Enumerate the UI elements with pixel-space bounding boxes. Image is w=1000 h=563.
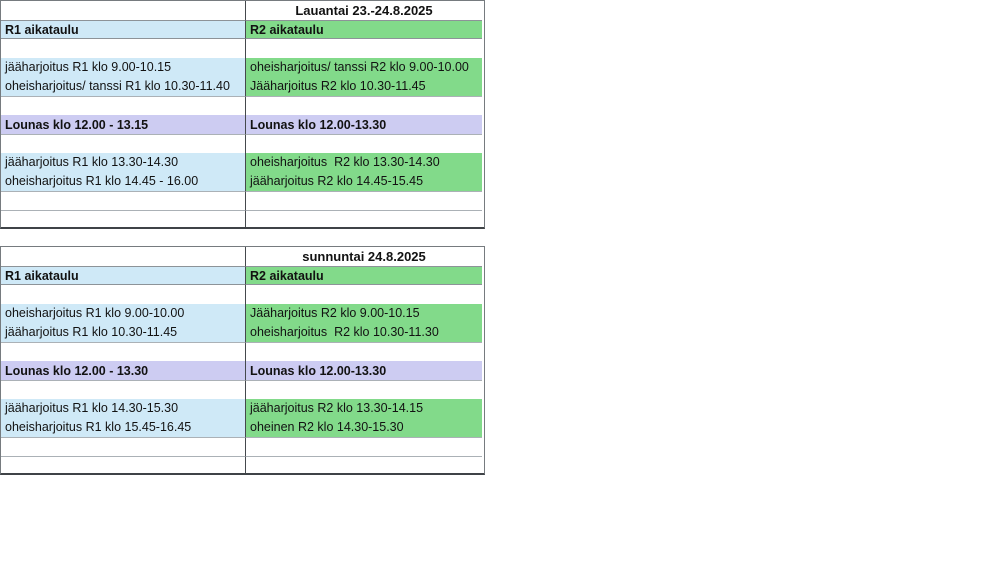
schedule-line: jääharjoitus R1 klo 10.30-11.45 [5,325,178,339]
schedule-line: oheisharjoitus R1 klo 9.00-10.00 [5,306,185,320]
sunday-r1-morning-cell [1,304,246,342]
sunday-r2-morning-cell [246,304,482,342]
spacer-cell [246,191,482,210]
spacer-cell [246,342,482,361]
saturday-r1-afternoon-cell [1,153,246,191]
schedule-line: oheisharjoitus R1 klo 15.45-16.45 [5,420,192,434]
spacer-cell [246,39,482,58]
sunday-table [0,246,485,475]
saturday-r1-header-cell: R1 aikataulu [1,20,246,39]
spacer-cell [1,191,246,210]
spacer-cell [246,210,482,227]
spacer-cell [1,96,246,115]
schedule-line: jääharjoitus R2 klo 13.30-14.15 [250,401,424,415]
spacer-cell [1,380,246,399]
sunday-r2-lunch-cell: Lounas klo 12.00-13.30 [246,361,482,380]
schedule-line: jääharjoitus R1 klo 14.30-15.30 [5,401,179,415]
saturday-r1-morning-cell [1,58,246,96]
saturday-table [0,0,485,229]
sunday-r1-lunch-cell: Lounas klo 12.00 - 13.30 [1,361,246,380]
schedule-line: oheisharjoitus/ tanssi R1 klo 10.30-11.40 [5,79,230,93]
schedule-line: oheisharjoitus R2 klo 10.30-11.30 [250,325,439,339]
sunday-r2-header-cell: R2 aikataulu [246,266,482,285]
schedule-line: Jääharjoitus R2 klo 10.30-11.45 [250,79,426,93]
spacer-cell [1,437,246,456]
schedule-line: Jääharjoitus R2 klo 9.00-10.15 [250,306,420,320]
spacer-cell [1,456,246,473]
saturday-r2-morning-cell [246,58,482,96]
schedule-line: oheisharjoitus R1 klo 14.45 - 16.00 [5,174,199,188]
schedule-line: oheisharjoitus R2 klo 13.30-14.30 [250,155,440,169]
sunday-r1-afternoon-cell [1,399,246,437]
spacer-cell [246,437,482,456]
schedule-line: jääharjoitus R1 klo 9.00-10.15 [5,60,172,74]
spacer-cell [1,39,246,58]
saturday-title-spacer-cell [1,1,246,20]
schedule-line: jääharjoitus R2 klo 14.45-15.45 [250,174,424,188]
schedule-line: jääharjoitus R1 klo 13.30-14.30 [5,155,179,169]
saturday-r2-header-cell: R2 aikataulu [246,20,482,39]
sunday-r1-header-cell: R1 aikataulu [1,266,246,285]
saturday-title: Lauantai 23.-24.8.2025 [295,3,433,18]
spacer-cell [246,96,482,115]
spacer-cell [1,285,246,304]
spacer-cell [246,285,482,304]
sunday-title: sunnuntai 24.8.2025 [302,249,426,264]
schedule-line: oheinen R2 klo 14.30-15.30 [250,420,404,434]
sunday-r2-afternoon-cell [246,399,482,437]
sunday-title-spacer-cell [1,247,246,266]
saturday-r2-lunch-cell: Lounas klo 12.00-13.30 [246,115,482,134]
spacer-cell [246,380,482,399]
saturday-r2-afternoon-cell [246,153,482,191]
spacer-cell [1,210,246,227]
spacer-cell [246,456,482,473]
spacer-cell [1,342,246,361]
spacer-cell [1,134,246,153]
spacer-cell [246,134,482,153]
schedule-line: oheisharjoitus/ tanssi R2 klo 9.00-10.00 [250,60,469,74]
saturday-r1-lunch-cell: Lounas klo 12.00 - 13.15 [1,115,246,134]
